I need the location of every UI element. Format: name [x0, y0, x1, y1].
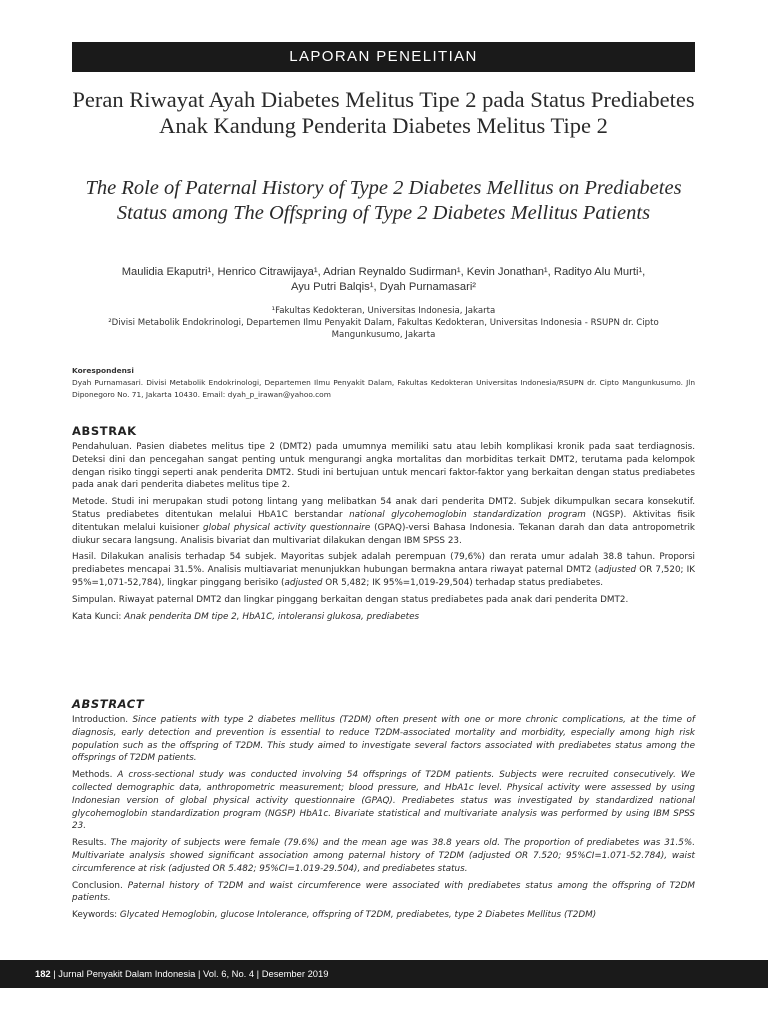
metode-italic-gpaq: global physical activity questionnaire: [203, 522, 371, 533]
abstract-keywords: [72, 909, 695, 922]
hasil-text: Hasil. Dilakukan analisis terhadap 54 subjek. Mayoritas subjek adalah perempuan (79,6%) dan rerata umur adalah 38.8 tahun. Proporsi prediabetes mencapai 31.5%. Analisis multiavariat menunjukkan hubungan bermakna antara riwayat paternal DMT2 (: [72, 552, 695, 576]
conclusion-lead: Conclusion.: [72, 880, 128, 891]
page-footer: [0, 960, 768, 988]
abstrak-section: [72, 424, 695, 627]
abstrak-pendahuluan: Pendahuluan. Pasien diabetes melitus tipe 2 (DMT2) pada umumnya memiliki satu atau lebih komplikasi kronik pada saat terdiagnosis. Deteksi dini dan pencegahan sangat penting untuk mengurangi angka mortalitas dan morbiditas terkait DMT2, terutama pada kelompok dengan risiko tinggi seperti anak penderita DMT2. Studi ini bertujuan untuk mencari faktor-faktor yang berkaitan dengan status prediabetes pada anak dari penderita diabetes melitus tipe 2.: [72, 442, 695, 491]
hasil-italic: adjusted: [284, 577, 323, 588]
abstrak-kata-kunci: [72, 611, 695, 624]
title-english: The Role of Paternal History of Type 2 Diabetes Mellitus on Prediabetes Status among The Offspring of Type 2 Diabetes Mellitus Patients: [85, 177, 682, 224]
hasil-italic: adjusted: [598, 565, 637, 576]
abstract-introduction: [72, 714, 695, 765]
abstract-section: [72, 697, 695, 926]
keywords-text: Glycated Hemoglobin, glucose Intolerance, offspring of T2DM, prediabetes, type 2 Diabetes Mellitus (T2DM): [119, 910, 597, 921]
abstract-conclusion: [72, 880, 695, 906]
affiliations: [72, 305, 695, 341]
affiliation-2: ²Divisi Metabolik Endokrinologi, Departemen Ilmu Penyakit Dalam, Fakultas Kedokteran, Universitas Indonesia - RSUPN dr. Cipto Mangunkusumo, Jakarta: [108, 318, 659, 340]
intro-lead: Introduction.: [72, 715, 133, 725]
conclusion-text: Paternal history of T2DM and waist circumference were associated with prediabetes status among the offspring of T2DM patients.: [72, 880, 695, 904]
keywords-lead: Keywords:: [72, 910, 120, 921]
author-line-2: Ayu Putri Balqis¹, Dyah Purnamasari²: [290, 281, 477, 293]
metode-text: (GPAQ)-versi Bahasa Indonesia. Tekanan darah dan data antropometrik diukur secara langsung. Analisis bivariat dan multivariat dilakukan dengan IBM SPSS 23.: [72, 522, 695, 546]
abstrak-metode: [72, 496, 695, 547]
section-banner: LAPORAN PENELITIAN: [72, 42, 695, 72]
abstrak-heading: ABSTRAK: [72, 424, 137, 438]
abstract-methods: [72, 769, 695, 833]
correspondence: [72, 365, 695, 401]
affiliation-1: ¹Fakultas Kedokteran, Universitas Indonesia, Jakarta: [271, 306, 496, 316]
methods-text: A cross-sectional study was conducted involving 54 offsprings of T2DM patients. Subjects were recruited consecutively. We collected demographic data, anthropometric measurement; blood pressure, and HbA1c level. Physical activity were assessed by using Indonesian version of global physical activity questionnaire (GPAQ). Prediabetes status was investigated by standardized national glycohemoglobin standardization program (NGSP) HbA1c. Bivariate statistical and multivariate analysis was performed by using IBM SPSS 23.: [72, 770, 695, 832]
journal-citation: | Jurnal Penyakit Dalam Indonesia | Vol. 6, No. 4 | Desember 2019: [53, 968, 329, 979]
abstrak-hasil: [72, 551, 695, 589]
page-number: 182: [35, 968, 51, 979]
author-line-1: Maulidia Ekaputri¹, Henrico Citrawijaya¹, Adrian Reynaldo Sudirman¹, Kevin Jonathan¹, Radityo Alu Murti¹,: [121, 266, 646, 278]
intro-text: Since patients with type 2 diabetes mellitus (T2DM) often present with one or more chronic complications, at the time of diagnosis, early detection and prevention is essential to reduce T2DM-associated mortality and morbidity, especially among high risk population such as the offspring of T2DM. This study aimed to investigate several factors associated with prediabetes status among the offsprings of T2DM patients.: [72, 715, 695, 764]
correspondence-label: Korespondensi: [72, 366, 134, 375]
title-indonesian: Peran Riwayat Ayah Diabetes Melitus Tipe 2 pada Status Prediabetes Anak Kandung Penderita Diabetes Melitus Tipe 2: [72, 87, 695, 138]
methods-lead: Methods.: [72, 770, 118, 781]
results-lead: Results.: [72, 838, 111, 849]
metode-text: Metode. Studi ini merupakan studi potong lintang yang melibatkan 54 anak dari penderita DMT2. Subjek dikumpulkan secara konsekutif. Status prediabetes ditentukan melalui HbA1C berstandar: [72, 497, 695, 520]
author-list: [72, 265, 695, 295]
hasil-text: OR 7,520; IK 95%=1,071-52,784), lingkar pinggang berisiko (: [72, 565, 695, 588]
metode-text: (NGSP). Aktivitas fisik ditentukan melalui kuisioner: [72, 509, 696, 533]
kata-kunci-label: Kata Kunci:: [72, 611, 125, 622]
kata-kunci-text: Anak penderita DM tipe 2, HbA1C, intoleransi glukosa, prediabetes: [124, 611, 420, 622]
correspondence-text: Dyah Purnamasari. Divisi Metabolik Endokrinologi, Departemen Ilmu Penyakit Dalam, Fakultas Kedokteran Universitas Indonesia/RSUPN dr. Cipto Mangunkusumo. Jln Diponegoro No. 71, Jakarta 10430. Email: dyah_p_irawan@yahoo.com: [72, 378, 695, 399]
hasil-text: OR 5,482; IK 95%=1,019-29,504) terhadap status prediabetes.: [322, 577, 604, 588]
abstract-results: [72, 837, 695, 875]
abstract-heading: ABSTRACT: [72, 697, 145, 711]
results-text: The majority of subjects were female (79.6%) and the mean age was 38.8 years old. The proportion of prediabetes was 31.5%. Multivariate analysis showed significant association among paternal history of T2DM (adjusted OR 7.520; 95%CI=1.071-52.784), waist circumference at risk (adjusted OR 5.482; 95%CI=1.019-29.504), and prediabetes status.: [72, 838, 695, 874]
metode-italic-ngsp: national glycohemoglobin standardization program: [349, 509, 586, 520]
abstrak-simpulan: Simpulan. Riwayat paternal DMT2 dan lingkar pinggang berkaitan dengan status prediabetes pada anak dari penderita DMT2.: [72, 594, 629, 605]
